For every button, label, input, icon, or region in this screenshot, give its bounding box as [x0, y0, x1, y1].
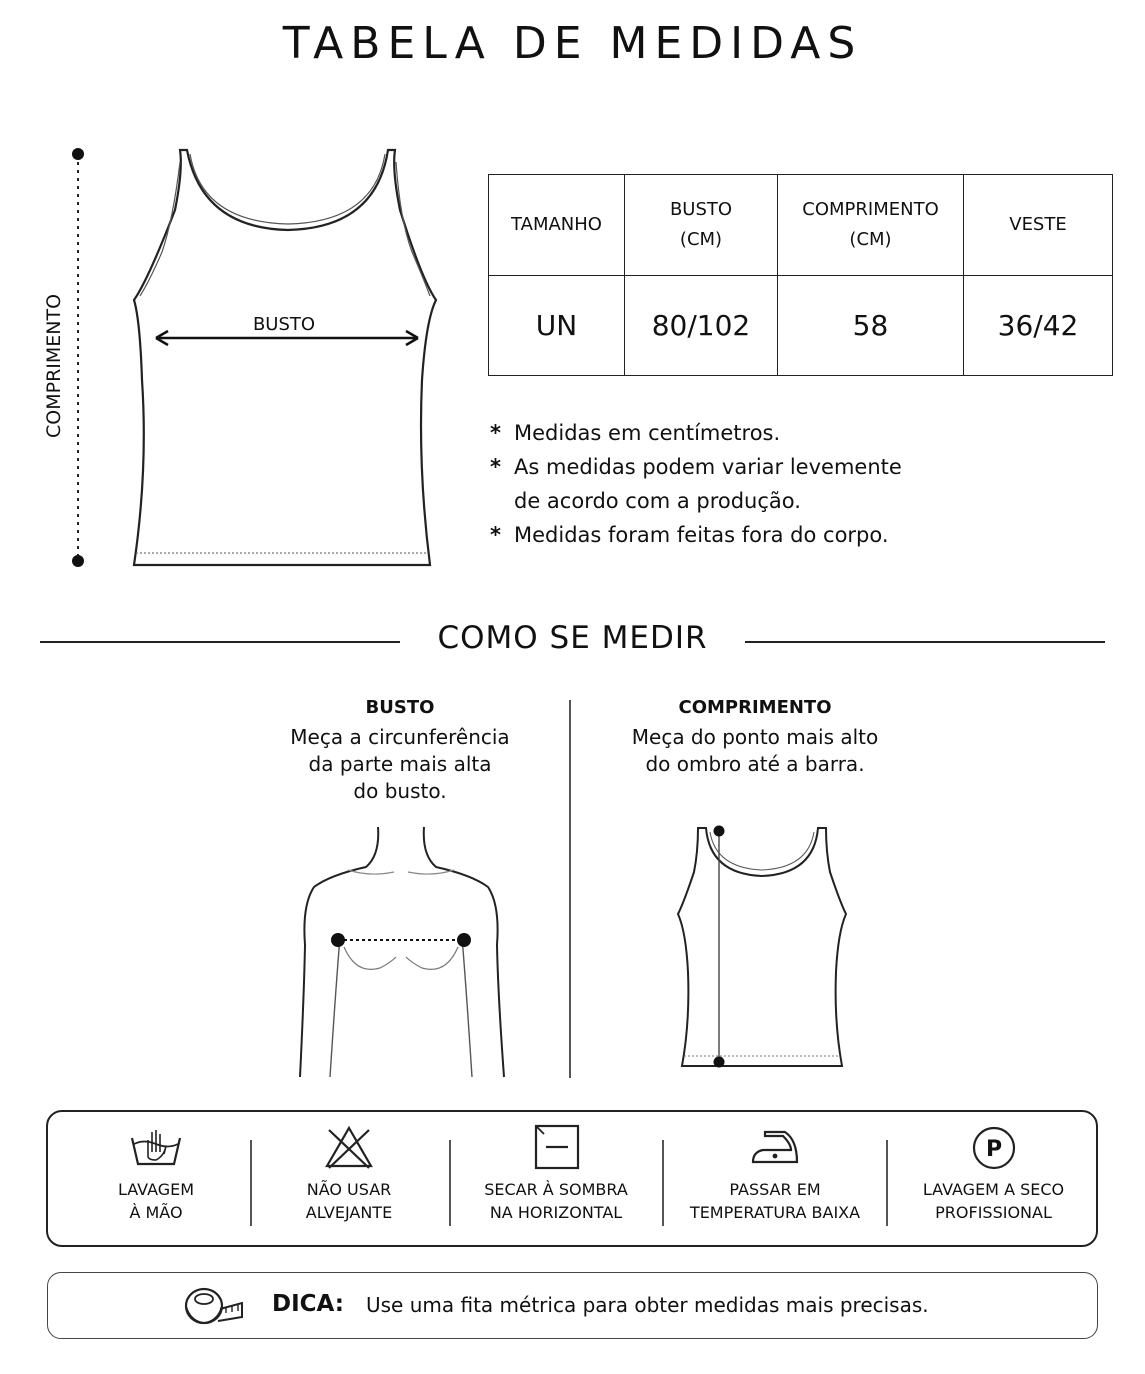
page-title: TABELA DE MEDIDAS — [282, 18, 863, 69]
care-separator — [662, 1140, 664, 1226]
care-hand-wash: LAVAGEM À MÃO — [76, 1122, 236, 1224]
section-title: COMO SE MEDIR — [437, 620, 708, 656]
iron-low-icon — [745, 1122, 805, 1172]
bust-label: BUSTO — [252, 314, 316, 335]
how-bust-text: BUSTO Meça a circunferência da parte mais alta do busto. — [250, 696, 550, 805]
bust-point-right — [457, 933, 471, 947]
bust-point-left — [331, 933, 345, 947]
measuring-tape-icon — [182, 1283, 246, 1329]
tank-top-diagram — [30, 140, 450, 580]
note-2: * As medidas podem variar levemente — [490, 455, 902, 479]
table-row — [489, 275, 1113, 376]
how-length-heading: COMPRIMENTO — [678, 697, 832, 718]
dry-clean-p-icon — [964, 1122, 1024, 1172]
length-bottom-dot — [72, 555, 84, 567]
how-bust-heading: BUSTO — [365, 697, 435, 718]
care-separator — [886, 1140, 888, 1226]
divider-left — [40, 641, 400, 643]
column-divider — [569, 700, 571, 1078]
care-separator — [449, 1140, 451, 1226]
note-2-continued: de acordo com a produção. — [514, 489, 801, 513]
hand-wash-icon — [126, 1122, 186, 1172]
note-1: * Medidas em centímetros. — [490, 421, 781, 445]
header-size: TAMANHO — [489, 175, 625, 276]
dry-clean-symbol: P — [985, 1137, 1002, 1162]
tank-top-length-illustration — [672, 822, 852, 1072]
header-bust: BUSTO (CM) — [625, 175, 778, 276]
note-3: * Medidas foram feitas fora do corpo. — [490, 523, 889, 547]
table-header-row — [489, 175, 1113, 276]
no-bleach-icon — [319, 1122, 379, 1172]
cell-bust: 80/102 — [625, 275, 778, 376]
header-length: COMPRIMENTO (CM) — [778, 175, 964, 276]
care-no-bleach: NÃO USAR ALVEJANTE — [268, 1122, 430, 1224]
cell-fits: 36/42 — [964, 275, 1113, 376]
care-separator — [250, 1140, 252, 1226]
length-start-dot — [714, 826, 725, 837]
length-top-dot — [72, 148, 84, 160]
dry-flat-shade-icon — [526, 1122, 586, 1172]
care-dry-clean: P LAVAGEM A SECO PROFISSIONAL — [906, 1122, 1081, 1224]
how-length-text: COMPRIMENTO Meça do ponto mais alto do ombro até a barra. — [605, 696, 905, 778]
tip-label: DICA: — [272, 1291, 344, 1317]
length-end-dot — [714, 1057, 725, 1068]
cell-length: 58 — [778, 275, 964, 376]
length-label: COMPRIMENTO — [43, 293, 65, 438]
size-table — [488, 174, 1113, 376]
body-bust-illustration — [290, 825, 515, 1080]
header-fits: VESTE — [964, 175, 1113, 276]
care-iron-low: PASSAR EM TEMPERATURA BAIXA — [680, 1122, 870, 1224]
tip-text: Use uma fita métrica para obter medidas mais precisas. — [366, 1293, 929, 1317]
cell-size: UN — [489, 275, 625, 376]
divider-right — [745, 641, 1105, 643]
care-dry-flat-shade: SECAR À SOMBRA NA HORIZONTAL — [466, 1122, 646, 1224]
